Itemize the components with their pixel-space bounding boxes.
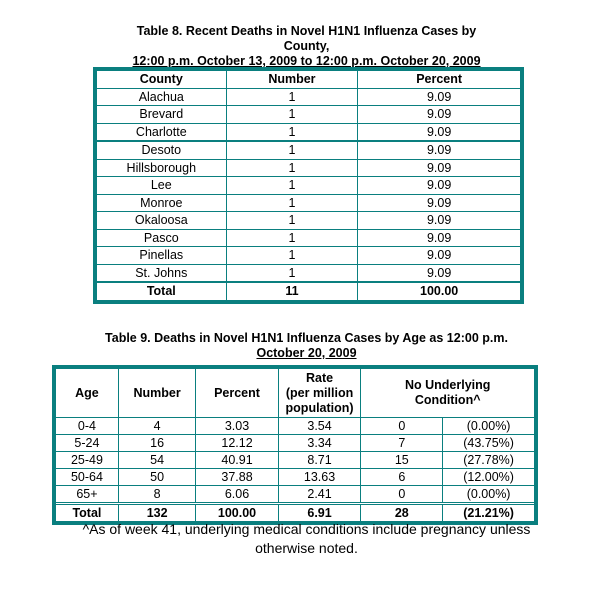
- table9-age-deaths: [52, 365, 538, 525]
- number-cell: 1: [226, 106, 358, 124]
- rate-cell: 8.71: [278, 452, 361, 469]
- header-number: Number: [226, 69, 358, 88]
- percent-cell: 6.06: [196, 486, 278, 504]
- table-row: [95, 212, 522, 230]
- table-row: [54, 469, 536, 486]
- header-county: County: [95, 69, 226, 88]
- number-cell: 4: [118, 418, 195, 435]
- county-cell: Monroe: [95, 194, 226, 212]
- county-cell: Charlotte: [95, 123, 226, 141]
- no-cond-count-cell: 6: [361, 469, 443, 486]
- number-cell: 1: [226, 88, 358, 106]
- number-cell: 1: [226, 229, 358, 247]
- percent-cell: 3.03: [196, 418, 278, 435]
- header-percent: Percent: [196, 367, 278, 418]
- table8-title-line2: County,: [283, 39, 330, 53]
- county-cell: Pasco: [95, 229, 226, 247]
- age-cell: 5-24: [54, 435, 118, 452]
- footnote: [0, 520, 613, 558]
- percent-cell: 9.09: [358, 247, 522, 265]
- percent-cell: 9.09: [358, 123, 522, 141]
- percent-cell: 9.09: [358, 159, 522, 177]
- no-cond-percent-cell: (0.00%): [443, 486, 536, 504]
- header-no-cond-line1: No Underlying: [405, 378, 491, 392]
- rate-cell: 3.54: [278, 418, 361, 435]
- number-cell: 1: [226, 123, 358, 141]
- percent-cell: 9.09: [358, 264, 522, 282]
- rate-cell: 2.41: [278, 486, 361, 504]
- rate-cell: 13.63: [278, 469, 361, 486]
- table-row: [95, 159, 522, 177]
- number-cell: 1: [226, 141, 358, 159]
- county-cell: Desoto: [95, 141, 226, 159]
- age-cell: 65+: [54, 486, 118, 504]
- table9-title-line1: Table 9. Deaths in Novel H1N1 Influenza Cases by Age as 12:00 p.m.: [105, 331, 508, 345]
- table8-total-row: [95, 282, 522, 302]
- no-cond-count-cell: 0: [361, 486, 443, 504]
- table-row: [95, 141, 522, 159]
- county-cell: Hillsborough: [95, 159, 226, 177]
- age-cell: 0-4: [54, 418, 118, 435]
- number-cell: 1: [226, 212, 358, 230]
- table-row: [95, 123, 522, 141]
- no-cond-count-cell: 0: [361, 418, 443, 435]
- no-cond-percent-cell: (27.78%): [443, 452, 536, 469]
- percent-cell: 9.09: [358, 141, 522, 159]
- county-cell: Okaloosa: [95, 212, 226, 230]
- percent-cell: 40.91: [196, 452, 278, 469]
- percent-cell: 9.09: [358, 177, 522, 195]
- table8-county-deaths: [93, 67, 524, 304]
- total-label: Total: [95, 282, 226, 302]
- total-no-cond-percent: (21.21%): [443, 504, 536, 524]
- number-cell: 16: [118, 435, 195, 452]
- number-cell: 1: [226, 177, 358, 195]
- table-row: [54, 435, 536, 452]
- county-cell: Pinellas: [95, 247, 226, 265]
- number-cell: 1: [226, 264, 358, 282]
- table9-title-line2: October 20, 2009: [256, 346, 357, 360]
- table-row: [95, 247, 522, 265]
- county-cell: Lee: [95, 177, 226, 195]
- percent-cell: 9.09: [358, 194, 522, 212]
- total-percent: 100.00: [196, 504, 278, 524]
- table-row: [54, 452, 536, 469]
- header-number: Number: [118, 367, 195, 418]
- table-row: [54, 486, 536, 504]
- age-cell: 25-49: [54, 452, 118, 469]
- county-cell: Alachua: [95, 88, 226, 106]
- number-cell: 54: [118, 452, 195, 469]
- table-row: [95, 88, 522, 106]
- header-rate-line1: Rate: [306, 370, 334, 385]
- percent-cell: 9.09: [358, 88, 522, 106]
- header-rate-line3: population): [285, 400, 354, 415]
- header-age: Age: [54, 367, 118, 418]
- no-cond-percent-cell: (43.75%): [443, 435, 536, 452]
- no-cond-percent-cell: (0.00%): [443, 418, 536, 435]
- table9-title: [0, 331, 613, 361]
- header-rate: [278, 367, 361, 418]
- number-cell: 8: [118, 486, 195, 504]
- total-no-cond-count: 28: [361, 504, 443, 524]
- age-cell: 50-64: [54, 469, 118, 486]
- header-rate-line2: (per million: [285, 385, 354, 400]
- header-no-cond-line2: Condition^: [414, 393, 481, 407]
- table8-header-row: [95, 69, 522, 88]
- footnote-line2: otherwise noted.: [255, 540, 358, 556]
- table-row: [95, 177, 522, 195]
- rate-cell: 3.34: [278, 435, 361, 452]
- total-rate: 6.91: [278, 504, 361, 524]
- number-cell: 1: [226, 194, 358, 212]
- percent-cell: 37.88: [196, 469, 278, 486]
- table-row: [54, 418, 536, 435]
- county-cell: St. Johns: [95, 264, 226, 282]
- table8-title: [0, 24, 613, 69]
- table-row: [95, 264, 522, 282]
- total-label: Total: [54, 504, 118, 524]
- table8-title-line1: Table 8. Recent Deaths in Novel H1N1 Influenza Cases by: [136, 24, 477, 38]
- no-cond-percent-cell: (12.00%): [443, 469, 536, 486]
- percent-cell: 9.09: [358, 106, 522, 124]
- header-no-underlying-condition: [361, 367, 536, 418]
- footnote-line1: ^As of week 41, underlying medical conditions include pregnancy unless: [82, 521, 531, 537]
- table8-title-line3: 12:00 p.m. October 13, 2009 to 12:00 p.m. October 20, 2009: [132, 54, 481, 68]
- number-cell: 50: [118, 469, 195, 486]
- percent-cell: 12.12: [196, 435, 278, 452]
- table-row: [95, 106, 522, 124]
- county-cell: Brevard: [95, 106, 226, 124]
- total-number: 132: [118, 504, 195, 524]
- no-cond-count-cell: 15: [361, 452, 443, 469]
- total-number: 11: [226, 282, 358, 302]
- number-cell: 1: [226, 159, 358, 177]
- table-row: [95, 194, 522, 212]
- percent-cell: 9.09: [358, 229, 522, 247]
- no-cond-count-cell: 7: [361, 435, 443, 452]
- number-cell: 1: [226, 247, 358, 265]
- table9-header-row: [54, 367, 536, 418]
- header-percent: Percent: [358, 69, 522, 88]
- percent-cell: 9.09: [358, 212, 522, 230]
- total-percent: 100.00: [358, 282, 522, 302]
- table-row: [95, 229, 522, 247]
